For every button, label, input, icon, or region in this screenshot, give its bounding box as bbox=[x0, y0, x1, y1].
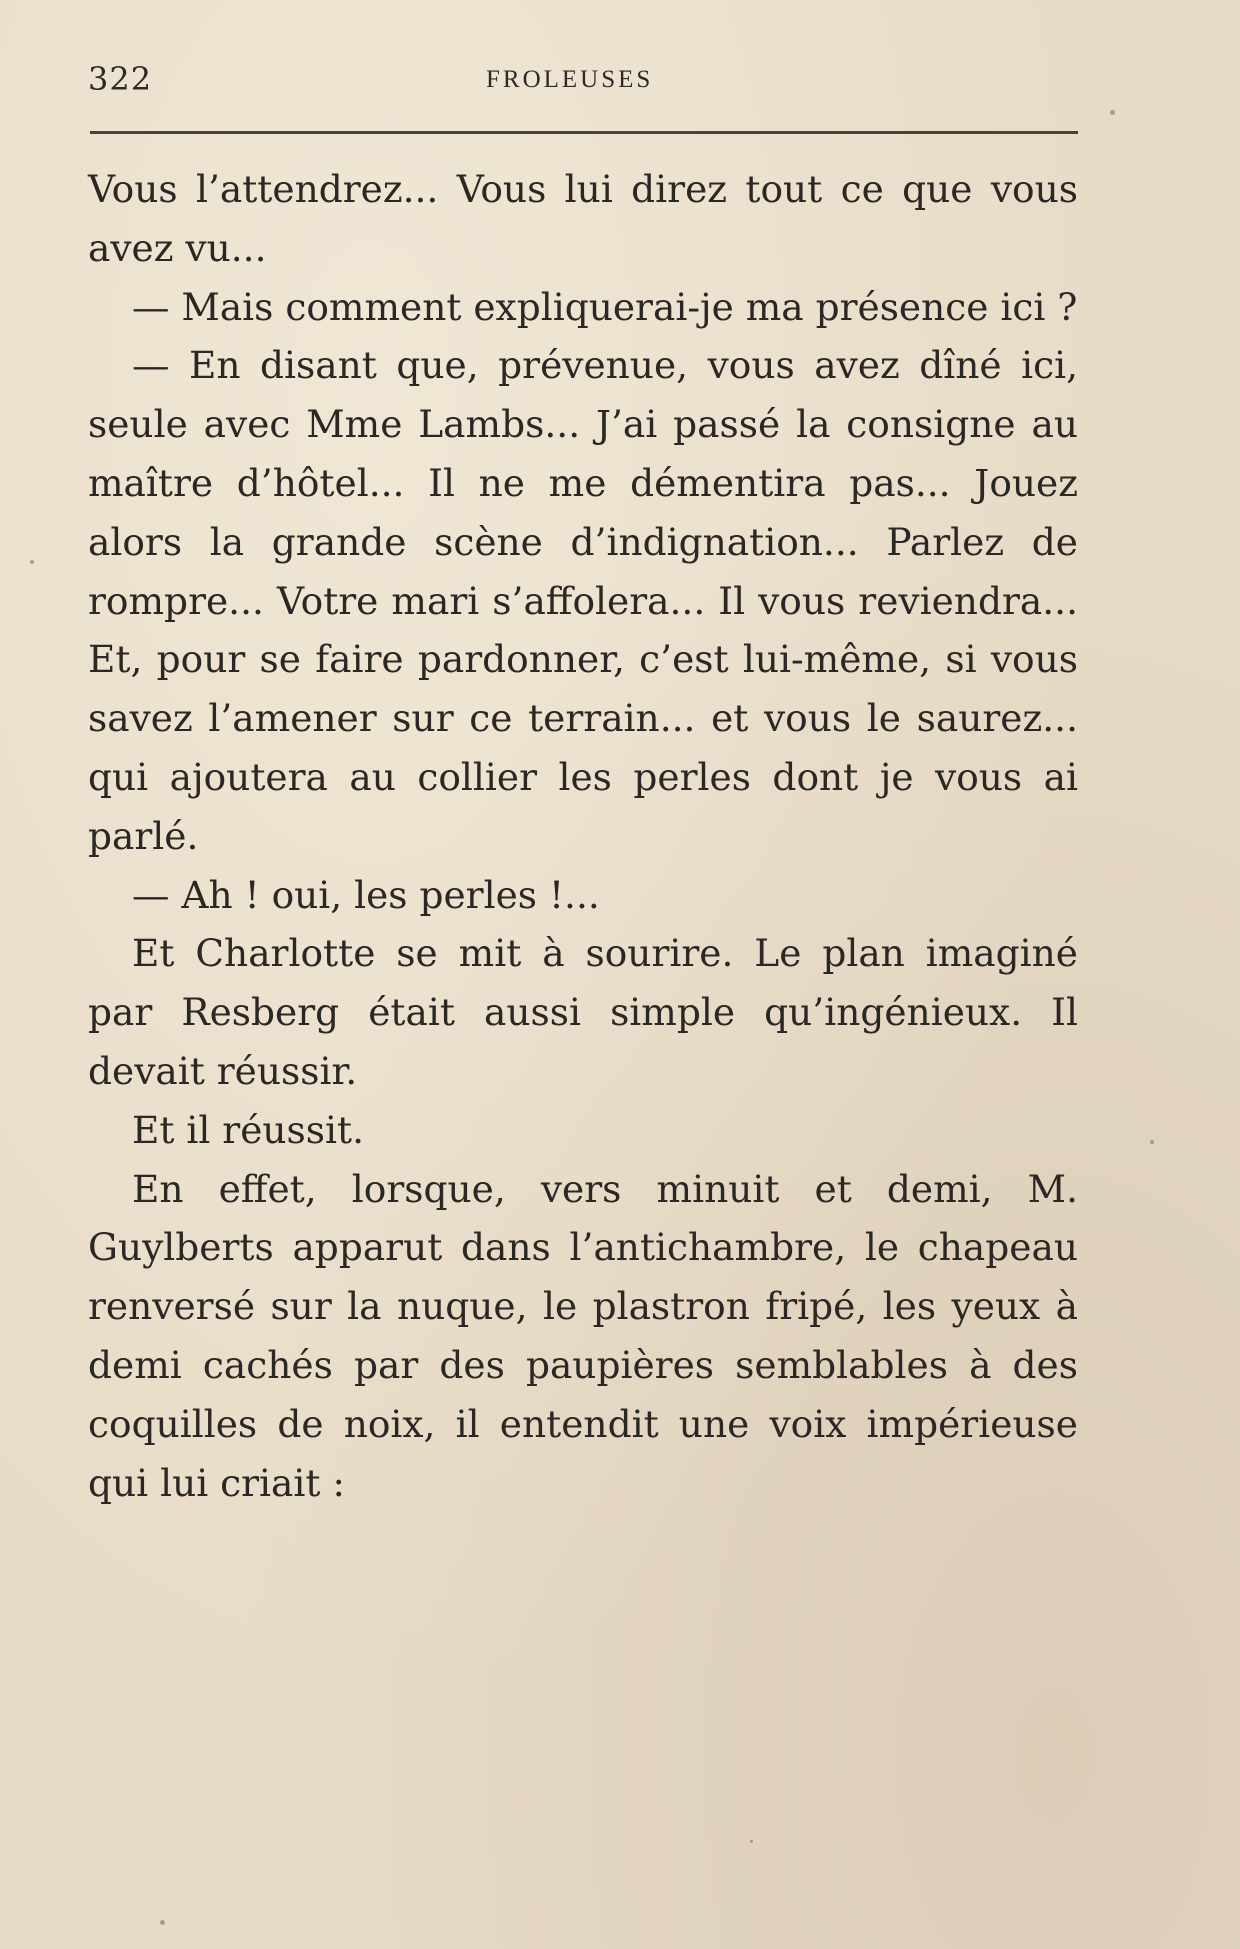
paper-speck bbox=[30, 560, 34, 564]
paragraph: — En disant que, prévenue, vous avez dîné ici, seule avec Mme Lambs... J’ai passé la consigne au maître d’hôtel... Il ne me démentira pas... Jouez alors la grande scène d’indignation... Parlez de rompre... Votre mari s’affolera... Il vous reviendra... Et, pour se faire pardonner, c’est lui-même, si vous savez l’amener sur ce terrain... et vous le saurez... qui ajoutera au collier les perles dont je vous ai parlé. bbox=[88, 343, 1078, 858]
paragraph: Vous l’attendrez... Vous lui direz tout ce que vous avez vu... bbox=[88, 167, 1078, 270]
paper-speck bbox=[160, 1920, 165, 1925]
paragraph: — Mais comment expliquerai-je ma présence ici ? bbox=[132, 284, 1078, 329]
running-title: FROLEUSES bbox=[486, 66, 654, 93]
paper-speck bbox=[750, 1840, 753, 1843]
header-rule bbox=[90, 131, 1078, 134]
paragraph: Et il réussit. bbox=[132, 1107, 365, 1152]
paper-speck bbox=[1150, 1140, 1154, 1144]
body-text bbox=[88, 160, 1078, 1512]
paragraph: — Ah ! oui, les perles !... bbox=[132, 872, 600, 917]
paper-speck bbox=[1110, 110, 1115, 115]
paragraph: En effet, lorsque, vers minuit et demi, M. Guylberts apparut dans l’antichambre, le chapeau renversé sur la nuque, le plastron fripé, les yeux à demi cachés par des paupières semblables à des coquilles de noix, il entendit une voix impérieuse qui lui criait : bbox=[88, 1166, 1078, 1505]
page-number: 322 bbox=[88, 60, 153, 98]
running-head bbox=[88, 58, 1070, 98]
paragraph: Et Charlotte se mit à sourire. Le plan imaginé par Resberg était aussi simple qu’ingénieux. Il devait réussir. bbox=[88, 931, 1078, 1093]
